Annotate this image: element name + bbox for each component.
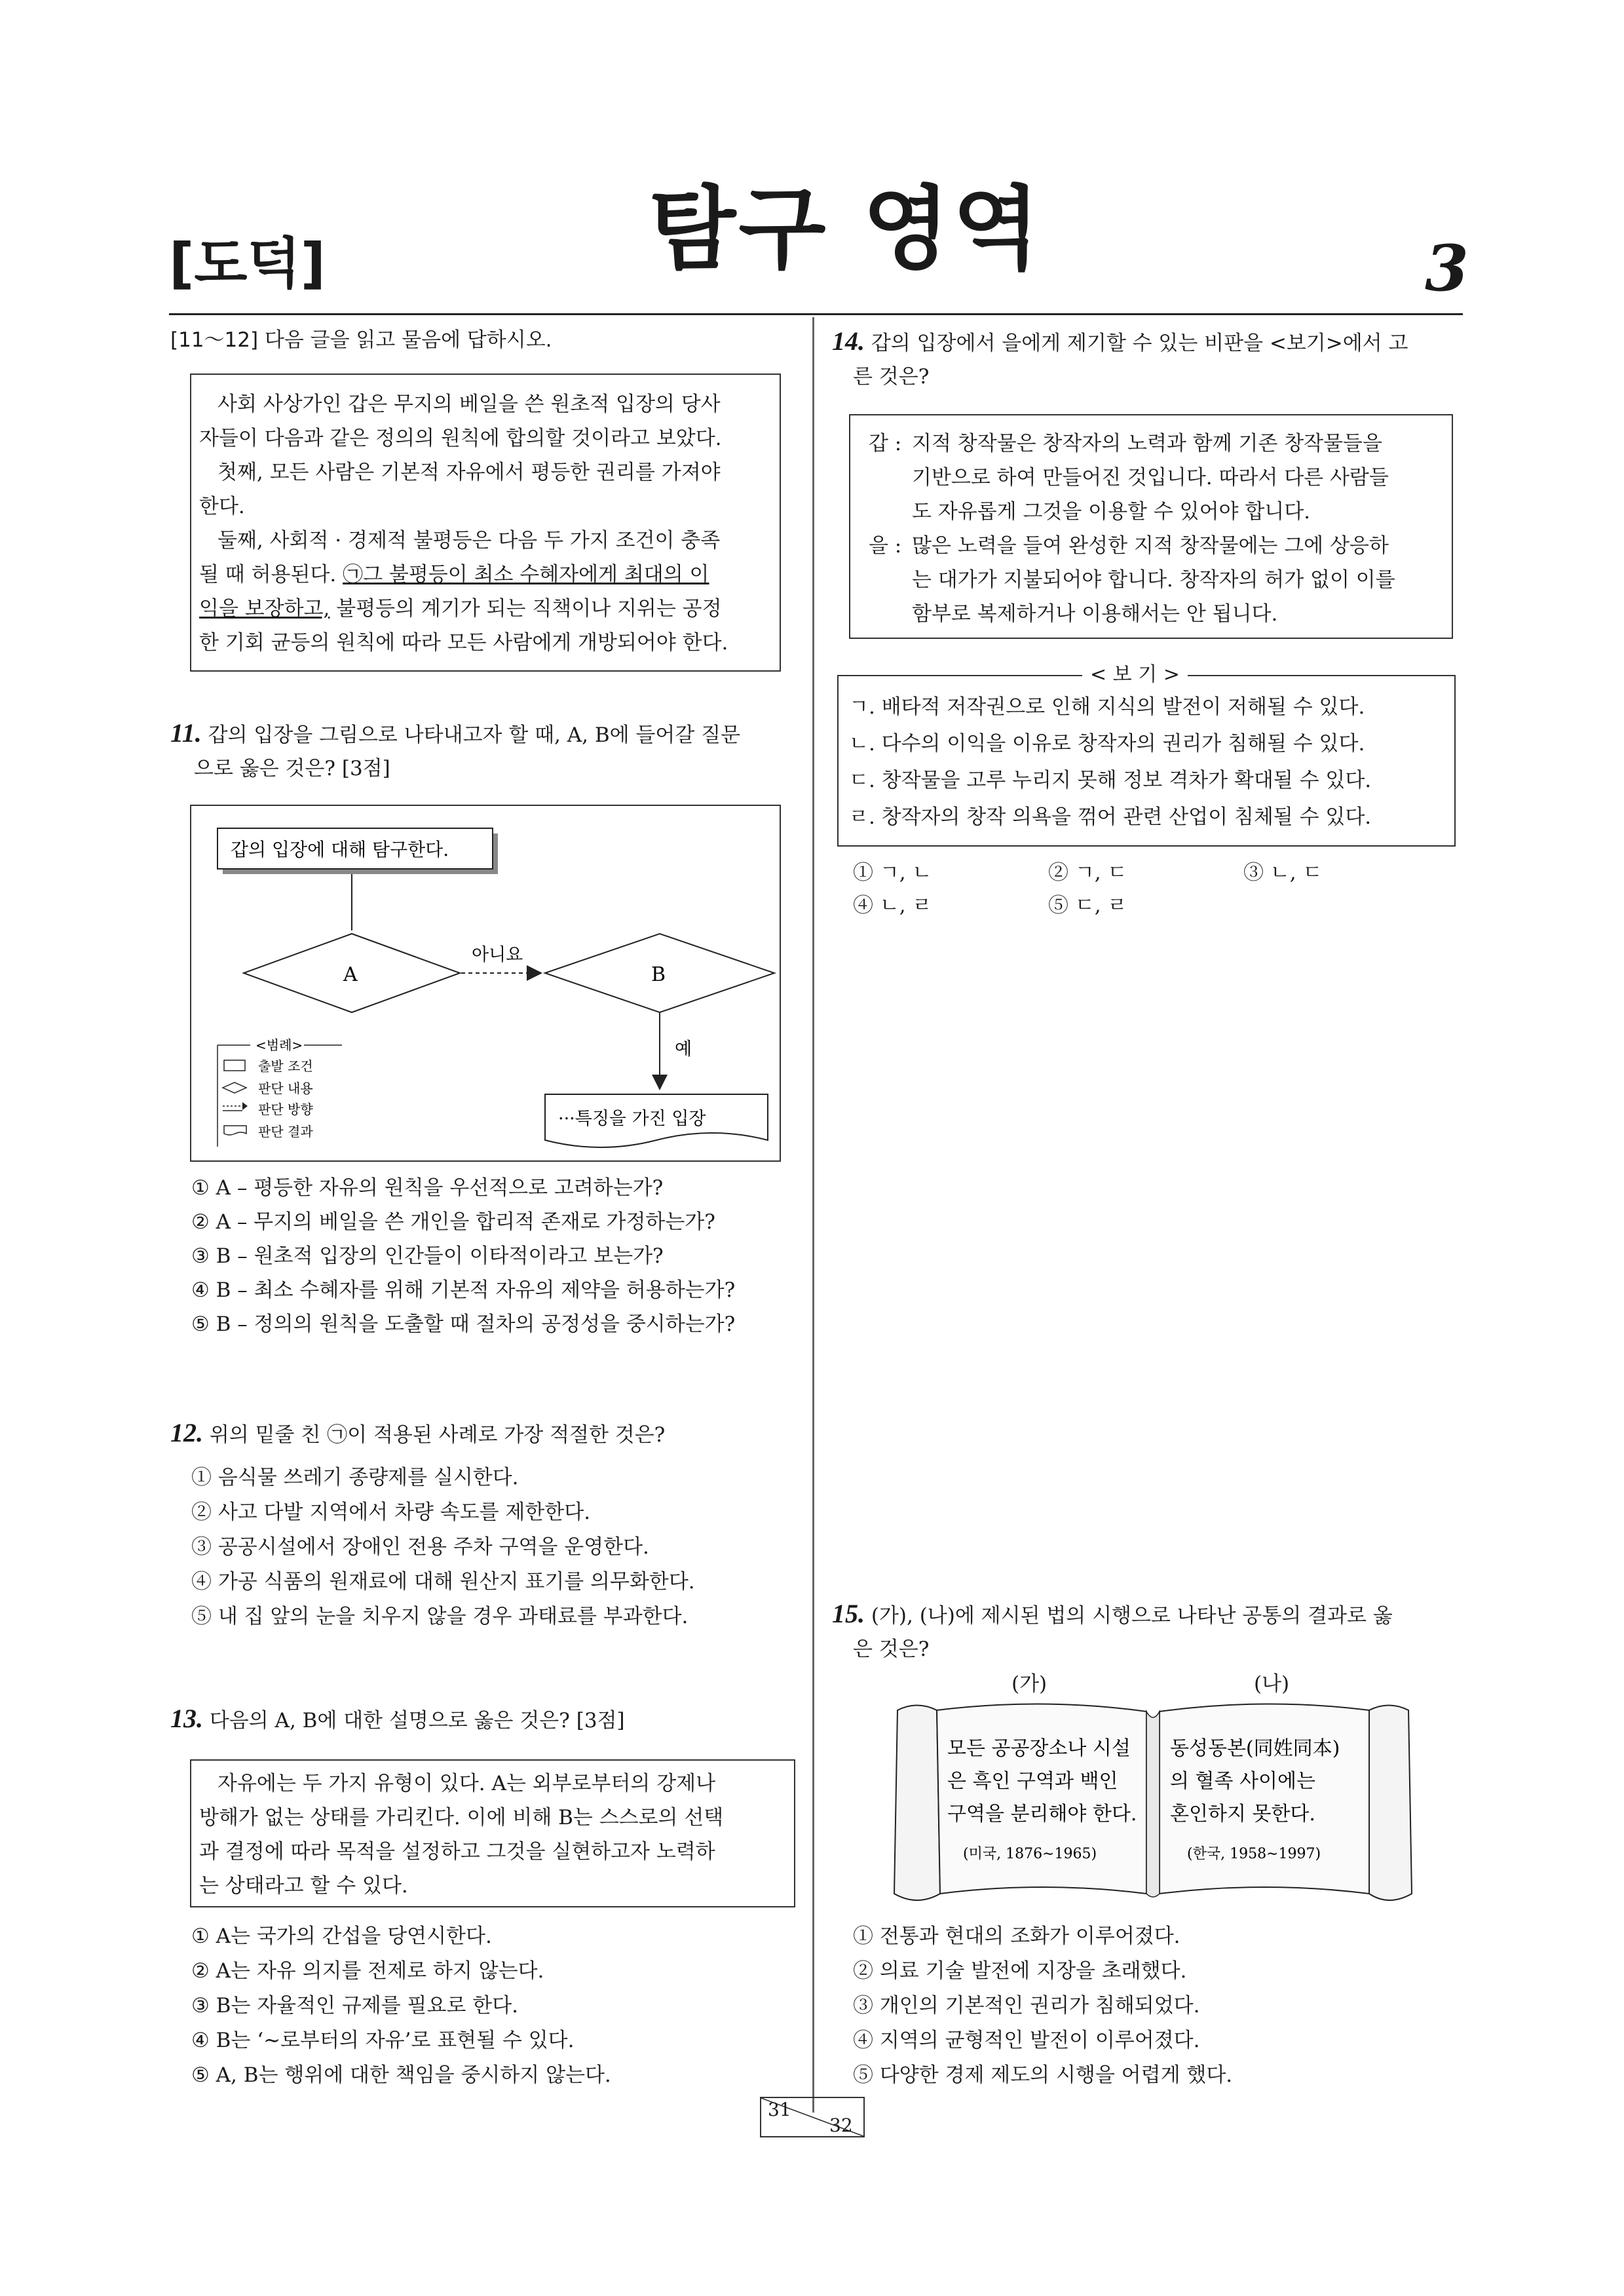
question-11-stem-cont: 으로 옳은 것은? [3점] <box>194 757 390 780</box>
passage-text: 될 때 허용된다. <box>199 563 343 586</box>
question-13-stem <box>170 1701 625 1738</box>
scroll-roll-right <box>1369 1706 1412 1901</box>
decision-a-label: A <box>343 963 358 986</box>
legend-label: 판단 내용 <box>258 1081 313 1096</box>
question-14-stem <box>832 324 1408 361</box>
scroll-roll-left <box>894 1706 940 1901</box>
q14-option-1[interactable]: ① ㄱ, ㄴ <box>853 861 932 885</box>
ga-text-line: 구역을 분리해야 한다. <box>947 1803 1137 1826</box>
ga-caption: (미국, 1876∼1965) <box>963 1846 1097 1862</box>
passage-box-13 <box>190 1759 795 1907</box>
question-text: 갑의 입장에서 을에게 제기할 수 있는 비판을 <보기>에서 고 <box>871 332 1408 355</box>
header-rule <box>169 313 1463 315</box>
passage-line: 자들이 다음과 같은 정의의 원칙에 합의할 것이라고 보았다. <box>199 427 722 450</box>
passage-line <box>199 591 722 626</box>
question-15-stem <box>832 1596 1393 1634</box>
q15-option-3[interactable]: ③ 개인의 기본적인 권리가 침해되었다. <box>853 1994 1200 2018</box>
legend-arrowhead-icon <box>242 1102 248 1110</box>
scroll-page-ga <box>937 1704 1146 1894</box>
current-page: 31 <box>768 2099 791 2120</box>
ga-heading: (가) <box>1011 1672 1048 1696</box>
bogi-title: < 보 기 > <box>1082 662 1188 688</box>
na-text-line: 혼인하지 못한다. <box>1170 1803 1315 1826</box>
subject-label: [도덕] <box>169 231 326 296</box>
underlined-clause: ㉠그 불평등이 최소 수혜자에게 최대의 이 <box>343 563 709 586</box>
yes-label: 예 <box>675 1039 692 1060</box>
page-title: 탐구 영역 <box>649 176 1043 282</box>
passage-line: 자유에는 두 가지 유형이 있다. A는 외부로부터의 강제나 <box>217 1772 716 1795</box>
dialog-line: 지적 창작물은 창작자의 노력과 함께 기존 창작물들을 <box>912 432 1382 455</box>
page-number: 3 <box>1425 231 1469 305</box>
q13-option-1[interactable]: ① A는 국가의 간섭을 당연시한다. <box>191 1924 492 1948</box>
passage-line: 첫째, 모든 사람은 기본적 자유에서 평등한 권리를 가져야 <box>217 461 721 484</box>
q14-option-3[interactable]: ③ ㄴ, ㄷ <box>1243 861 1323 885</box>
q11-option-2[interactable]: ② A – 무지의 베일을 쓴 개인을 합리적 존재로 가정하는가? <box>191 1210 715 1234</box>
no-label: 아니요 <box>472 945 523 965</box>
question-text: 위의 밑줄 친 ㉠이 적용된 사례로 가장 적절한 것은? <box>209 1423 666 1447</box>
q13-option-4[interactable]: ④ B는 ‘∼로부터의 자유’로 표현될 수 있다. <box>191 2029 575 2052</box>
passage-line: 둘째, 사회적 · 경제적 불평등은 다음 두 가지 조건이 충족 <box>217 529 721 552</box>
q11-option-5[interactable]: ⑤ B – 정의의 원칙을 도출할 때 절차의 공정성을 중시하는가? <box>191 1312 736 1336</box>
bogi-item: ㄹ. 창작자의 창작 의욕을 꺾어 관련 산업이 침체될 수 있다. <box>849 805 1372 829</box>
question-number: 12. <box>170 1418 203 1447</box>
q11-option-4[interactable]: ④ B – 최소 수혜자를 위해 기본적 자유의 제약을 허용하는가? <box>191 1278 736 1302</box>
q15-option-5[interactable]: ⑤ 다양한 경제 제도의 시행을 어렵게 했다. <box>853 2063 1233 2087</box>
question-number: 13. <box>170 1704 203 1733</box>
na-heading: (나) <box>1254 1672 1290 1696</box>
q12-option-4[interactable]: ④ 가공 식품의 원재료에 대해 원산지 표기를 의무화한다. <box>191 1570 695 1594</box>
q12-option-3[interactable]: ③ 공공시설에서 장애인 전용 주차 구역을 운영한다. <box>191 1535 649 1559</box>
legend-label: 판단 결과 <box>258 1124 313 1139</box>
question-15-stem-cont: 은 것은? <box>853 1637 930 1661</box>
q13-option-2[interactable]: ② A는 자유 의지를 전제로 하지 않는다. <box>191 1959 544 1983</box>
legend-rect-icon <box>224 1060 245 1071</box>
scroll-page-na <box>1160 1704 1369 1894</box>
result-label: ···특징을 가진 입장 <box>558 1109 706 1129</box>
passage-line: 사회 사상가인 갑은 무지의 베일을 쓴 원초적 입장의 당사 <box>217 392 721 416</box>
dialog-box <box>849 414 1453 639</box>
ga-text-line: 모든 공공장소나 시설 <box>947 1737 1131 1760</box>
passage-line: 는 상태라고 할 수 있다. <box>199 1874 408 1898</box>
total-pages: 32 <box>829 2114 853 2136</box>
q12-option-1[interactable]: ① 음식물 쓰레기 종량제를 실시한다. <box>191 1466 519 1489</box>
question-number: 14. <box>832 326 865 356</box>
legend-document-icon <box>224 1126 246 1135</box>
q12-option-2[interactable]: ② 사고 다발 지역에서 차량 속도를 제한한다. <box>191 1501 591 1524</box>
flowchart-box <box>190 805 781 1162</box>
question-number: 11. <box>170 718 202 748</box>
question-12-stem <box>170 1415 665 1453</box>
passage-line: 한 기회 균등의 원칙에 따라 모든 사람에게 개방되어야 한다. <box>199 631 728 655</box>
dialog-line: 는 대가가 지불되어야 합니다. 창작자의 허가 없이 이를 <box>912 568 1395 592</box>
q14-option-5[interactable]: ⑤ ㄷ, ㄹ <box>1048 894 1127 917</box>
scroll-illustration <box>884 1697 1435 1913</box>
q11-option-1[interactable]: ① A – 평등한 자유의 원칙을 우선적으로 고려하는가? <box>191 1176 664 1200</box>
bogi-item: ㄱ. 배타적 저작권으로 인해 지식의 발전이 저해될 수 있다. <box>849 695 1365 719</box>
passage-line: 방해가 없는 상태를 가리킨다. 이에 비해 B는 스스로의 선택 <box>199 1806 724 1829</box>
column-divider <box>812 317 814 2113</box>
na-text-line: 의 혈족 사이에는 <box>1170 1770 1315 1793</box>
bogi-box <box>837 663 1456 847</box>
dialog-line: 많은 노력을 들여 완성한 지적 창작물에는 그에 상응하 <box>912 534 1389 558</box>
passage-line <box>199 557 709 592</box>
dialog-line: 도 자유롭게 그것을 이용할 수 있어야 합니다. <box>912 500 1311 524</box>
na-caption: (한국, 1958∼1997) <box>1187 1846 1321 1862</box>
q12-option-5[interactable]: ⑤ 내 집 앞의 눈을 치우지 않을 경우 과태료를 부과한다. <box>191 1605 689 1628</box>
legend-title: <범례> <box>255 1037 303 1053</box>
dialog-line: 기반으로 하여 만들어진 것입니다. 따라서 다른 사람들 <box>912 466 1389 489</box>
passage-box-11-12 <box>190 373 781 672</box>
passage-line: 과 결정에 따라 목적을 설정하고 그것을 실현하고자 노력하 <box>199 1840 715 1864</box>
question-11-stem <box>170 716 740 753</box>
na-text-line: 동성동본(同姓同本) <box>1170 1737 1340 1760</box>
bogi-item: ㄷ. 창작물을 고루 누리지 못해 정보 격차가 확대될 수 있다. <box>849 769 1372 792</box>
q13-option-5[interactable]: ⑤ A, B는 행위에 대한 책임을 중시하지 않는다. <box>191 2063 611 2087</box>
scroll-spine <box>1146 1712 1160 1897</box>
passage-text: 불평등의 계기가 되는 직책이나 지위는 공정 <box>330 597 722 621</box>
page-counter <box>760 2097 865 2137</box>
legend-diamond-icon <box>223 1082 246 1093</box>
instruction-11-12: [11～12] 다음 글을 읽고 물음에 답하시오. <box>170 328 552 352</box>
question-text: 갑의 입장을 그림으로 나타내고자 할 때, A, B에 들어갈 질문 <box>208 723 741 747</box>
start-label: 갑의 입장에 대해 탐구한다. <box>231 839 449 860</box>
passage-line: 한다. <box>199 495 245 518</box>
ga-text-line: 은 흑인 구역과 백인 <box>947 1770 1118 1793</box>
q13-option-3[interactable]: ③ B는 자율적인 규제를 필요로 한다. <box>191 1994 518 2018</box>
question-text: 다음의 A, B에 대한 설명으로 옳은 것은? [3점] <box>209 1709 625 1732</box>
underlined-clause: 익을 보장하고, <box>199 597 330 621</box>
q11-option-3[interactable]: ③ B – 원초적 입장의 인간들이 이타적이라고 보는가? <box>191 1244 664 1268</box>
q15-option-1[interactable]: ① 전통과 현대의 조화가 이루어졌다. <box>853 1924 1180 1948</box>
speaker-label-eul: 을 : <box>869 534 902 558</box>
dialog-line: 함부로 복제하거나 이용해서는 안 됩니다. <box>912 602 1278 626</box>
question-number: 15. <box>832 1599 865 1628</box>
legend-label: 출발 조건 <box>258 1058 313 1074</box>
bogi-item: ㄴ. 다수의 이익을 이유로 창작자의 권리가 침해될 수 있다. <box>849 732 1365 756</box>
speaker-label-gap: 갑 : <box>869 432 902 455</box>
q15-option-2[interactable]: ② 의료 기술 발전에 지장을 초래했다. <box>853 1959 1187 1983</box>
question-14-stem-cont: 른 것은? <box>853 365 930 389</box>
q15-option-4[interactable]: ④ 지역의 균형적인 발전이 이루어졌다. <box>853 2029 1200 2052</box>
question-text: (가), (나)에 제시된 법의 시행으로 나타난 공통의 결과로 옳 <box>871 1604 1393 1628</box>
flowchart <box>191 806 782 1163</box>
decision-b-label: B <box>651 963 666 986</box>
legend-label: 판단 방향 <box>258 1101 313 1117</box>
q14-option-4[interactable]: ④ ㄴ, ㄹ <box>853 894 932 917</box>
q14-option-2[interactable]: ② ㄱ, ㄷ <box>1048 861 1127 885</box>
